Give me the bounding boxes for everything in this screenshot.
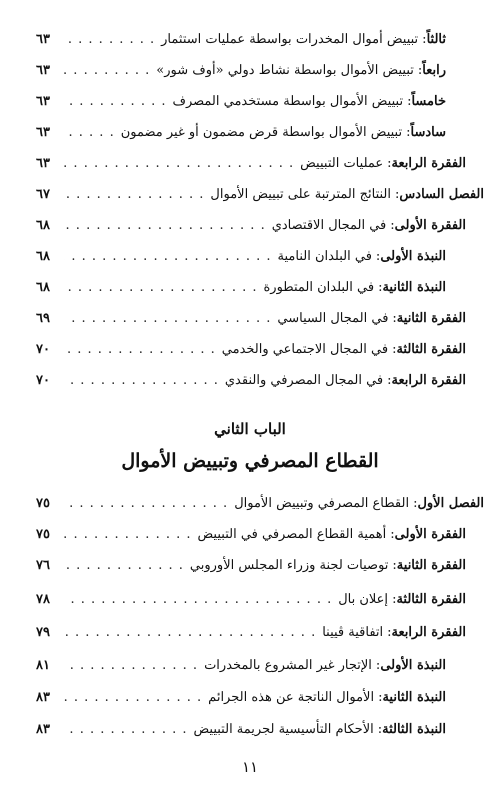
toc-entry-separator: :: [417, 63, 423, 78]
toc-entry-separator: :: [387, 625, 392, 640]
toc-entry-separator: :: [378, 280, 383, 295]
toc-entry-page: ٦٨: [36, 249, 50, 264]
toc-entry-separator: :: [390, 218, 395, 233]
toc-entry-label: رابعاً: [422, 63, 446, 78]
toc-entry-label: الفقرة الأولى: [394, 218, 466, 233]
toc-entry-page: ٧٩: [36, 625, 50, 640]
toc-entry: [36, 717, 446, 743]
toc-entry: [36, 337, 466, 363]
part-title: القطاع المصرفي وتبييض الأموال: [121, 450, 379, 472]
toc-entry-title: في المجال الاجتماعي والخدمي: [221, 342, 389, 357]
toc-entry-separator: :: [413, 496, 418, 511]
dot-leader: [64, 306, 271, 332]
toc-entry-separator: :: [392, 342, 397, 357]
toc-entry-label: الفقرة الثانية: [396, 558, 466, 573]
toc-entry: [36, 275, 446, 301]
toc-entry-label: الفقرة الأولى: [394, 527, 466, 542]
toc-entry-title: في البلدان المتطورة: [263, 280, 375, 295]
toc-entry-page: ٧٠: [36, 373, 50, 388]
toc-entry-title: الأموال الناتجة عن هذه الجرائم: [208, 690, 375, 705]
toc-entry-page: ٦٩: [36, 311, 50, 326]
toc-entry-page: ٨٣: [36, 690, 50, 705]
dot-leader: [64, 553, 184, 579]
toc-entry-title: الإتجار غير المشروع بالمخدرات: [204, 658, 372, 673]
toc-entry: [36, 306, 466, 332]
dot-leader: [64, 213, 266, 239]
toc-entry-label: النبذة الثانية: [382, 690, 446, 705]
toc-entry-page: ٦٣: [36, 156, 50, 171]
toc-entry-separator: :: [375, 658, 381, 673]
toc-entry-separator: :: [407, 94, 412, 109]
toc-entry-page: ٦٣: [36, 125, 50, 140]
dot-leader: [64, 653, 198, 679]
toc-entry-label: الفقرة الرابعة: [391, 373, 466, 388]
toc-entry-label: النبذة الأولى: [380, 249, 446, 264]
toc-entry-page: ٦٨: [36, 218, 50, 233]
toc-entry-separator: :: [375, 249, 381, 264]
toc-entry-separator: :: [392, 311, 397, 326]
dot-leader: [64, 491, 228, 517]
toc-entry: [36, 653, 446, 679]
toc-entry-separator: :: [387, 156, 392, 171]
dot-leader: [64, 244, 272, 270]
toc-entry: [36, 244, 446, 270]
toc-entry: [36, 27, 446, 53]
toc-entry-label: النبذة الثانية: [382, 280, 446, 295]
toc-entry-title: تبييض الأموال بواسطة مستخدمي المصرف: [172, 94, 404, 109]
toc-entry-title: القطاع المصرفي وتبييض الأموال: [234, 496, 410, 511]
toc-entry-label: الفصل الأول: [417, 496, 484, 511]
dot-leader: [64, 368, 219, 394]
dot-leader: [64, 620, 316, 646]
toc-entry: [36, 89, 446, 115]
toc-entry-separator: :: [392, 558, 397, 573]
toc-entry: [36, 522, 466, 548]
toc-entry-title: تبييض الأموال بواسطة نشاط دولي «أوف شور»: [156, 63, 414, 78]
toc-entry-label: النبذة الثالثة: [382, 722, 446, 737]
toc-entry-page: ٧٥: [36, 496, 50, 511]
toc-entry-separator: :: [390, 527, 395, 542]
toc-entry-label: الفقرة الثالثة: [396, 342, 466, 357]
toc-entry-page: ٦٧: [36, 187, 50, 202]
toc-entry: [36, 620, 466, 646]
toc-entry: [36, 685, 446, 711]
toc-entry-title: في المجال الاقتصادي: [271, 218, 387, 233]
toc-entry: [36, 587, 466, 613]
toc-entry-label: النبذة الأولى: [380, 658, 446, 673]
toc-entry-title: اتفاقية ڤيينا: [322, 625, 384, 640]
toc-entry-label: الفصل السادس: [399, 187, 484, 202]
dot-leader: [64, 522, 192, 548]
toc-entry-title: النتائج المترتبة على تبييض الأموال: [210, 187, 392, 202]
toc-entry-title: الأحكام التأسيسية لجريمة التبييض: [193, 722, 374, 737]
toc-entry-page: ٦٣: [36, 63, 50, 78]
dot-leader: [64, 151, 294, 177]
toc-entry-title: عمليات التبييض: [300, 156, 384, 171]
toc-entry-label: ثالثاً: [426, 32, 446, 47]
toc-entry-title: إعلان بال: [338, 592, 389, 607]
part-label: الباب الثاني: [214, 420, 286, 438]
dot-leader: [64, 275, 257, 301]
dot-leader: [64, 58, 150, 84]
toc-entry-separator: :: [422, 32, 427, 47]
toc-entry-page: ٧٨: [36, 592, 50, 607]
toc-entry-title: في البلدان النامية: [277, 249, 372, 264]
toc-entry-separator: :: [378, 690, 383, 705]
toc-entry-separator: :: [387, 373, 392, 388]
toc-entry: [36, 213, 466, 239]
toc-entry: [36, 491, 484, 517]
toc-entry-label: سادساً: [410, 125, 446, 140]
toc-entry-page: ٨٣: [36, 722, 50, 737]
dot-leader: [64, 717, 187, 743]
toc-entry-title: في المجال السياسي: [277, 311, 389, 326]
toc-entry: [36, 553, 466, 579]
toc-entry-separator: :: [406, 125, 411, 140]
toc-entry: [36, 120, 446, 146]
page-number: ١١: [241, 758, 259, 776]
toc-entry-title: تبييض أموال المخدرات بواسطة عمليات استثمار: [161, 32, 419, 47]
toc-entry-title: توصيات لجنة وزراء المجلس الأوروبي: [189, 558, 389, 573]
dot-leader: [64, 120, 115, 146]
toc-entry: [36, 151, 466, 177]
toc-entry-page: ٧٠: [36, 342, 50, 357]
toc-entry-page: ٦٣: [36, 32, 50, 47]
dot-leader: [64, 587, 332, 613]
toc-entry-page: ٦٨: [36, 280, 50, 295]
dot-leader: [64, 27, 155, 53]
toc-entry-title: في المجال المصرفي والنقدي: [224, 373, 384, 388]
toc-entry-label: الفقرة الثانية: [396, 311, 466, 326]
toc-entry-label: خامساً: [411, 94, 446, 109]
toc-entry: [36, 58, 446, 84]
dot-leader: [64, 337, 216, 363]
toc-entry-separator: :: [395, 187, 400, 202]
toc-entry-page: ٦٣: [36, 94, 50, 109]
toc-entry-page: ٧٥: [36, 527, 50, 542]
toc-entry-title: أهمية القطاع المصرفي في التبييض: [197, 527, 387, 542]
toc-entry-label: الفقرة الرابعة: [391, 156, 466, 171]
dot-leader: [64, 182, 204, 208]
toc-entry: [36, 368, 466, 394]
toc-entry-label: الفقرة الثالثة: [396, 592, 466, 607]
toc-entry: [36, 182, 484, 208]
toc-entry-separator: :: [377, 722, 383, 737]
dot-leader: [64, 89, 166, 115]
toc-entry-page: ٨١: [36, 658, 50, 673]
toc-entry-separator: :: [392, 592, 397, 607]
toc-entry-label: الفقرة الرابعة: [391, 625, 466, 640]
toc-entry-title: تبييض الأموال بواسطة قرض مضمون أو غير مضمون: [120, 125, 403, 140]
dot-leader: [64, 685, 202, 711]
toc-entry-page: ٧٦: [36, 558, 50, 573]
